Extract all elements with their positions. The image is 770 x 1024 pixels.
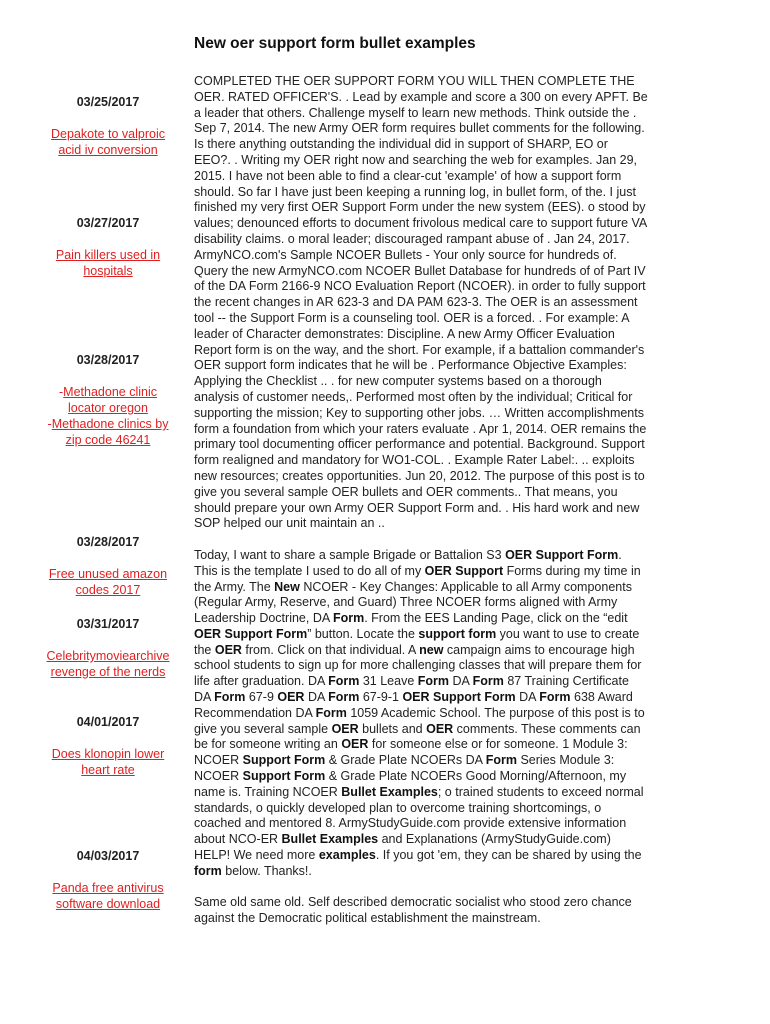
sidebar-entry (40, 848, 176, 912)
text-run: campaign aims to encourage high school students to sign up for more challenging classes that will prepare them for life after graduation. DA (194, 642, 642, 689)
archive-link[interactable]: Methadone clinics by zip code 46241 (51, 417, 169, 447)
text-run: and Explanations (ArmyStudyGuide.com) HELP! We need more (194, 832, 611, 863)
link-prefix: - (47, 417, 52, 431)
entry-date: 04/01/2017 (76, 715, 140, 729)
text-run: comments. These comments can be for someone writing an (194, 721, 641, 752)
bold-keyword: OER (277, 690, 305, 705)
bold-keyword: new (419, 642, 444, 657)
bold-keyword: OER Support (424, 563, 504, 578)
text-run: from. Click on that individual. A (241, 642, 420, 657)
sidebar-entry (40, 215, 176, 279)
entry-link-line (40, 384, 176, 416)
archive-link[interactable]: Free unused amazon codes 2017 (48, 567, 168, 597)
bold-keyword: Support Form (242, 753, 326, 768)
entry-link-line (40, 247, 176, 279)
text-run: 67-9-1 (359, 690, 403, 705)
bold-keyword: Form (315, 705, 347, 720)
bold-keyword: OER (426, 721, 454, 736)
archive-link[interactable]: Celebritymoviearchive revenge of the nerds (46, 649, 170, 679)
entry-link-line (40, 566, 176, 598)
sidebar-entry (40, 94, 176, 158)
bold-keyword: support form (418, 626, 497, 641)
text-run: . From the EES Landing Page, click on the “edit (364, 611, 628, 626)
text-run: 87 Training Certificate DA (194, 674, 629, 705)
link-prefix: - (59, 385, 64, 399)
article-body (194, 74, 648, 943)
entry-link-line (40, 880, 176, 912)
bold-keyword: Bullet Examples (281, 832, 379, 847)
bold-keyword: Form (539, 690, 571, 705)
sidebar-entry (40, 352, 176, 448)
archive-link[interactable]: Panda free antivirus software download (52, 881, 164, 911)
text-run: Series Module 3: NCOER (194, 753, 615, 784)
body-paragraph (194, 548, 648, 880)
bold-keyword: OER (331, 721, 359, 736)
text-run: Forms during my time in the Army. The (194, 563, 641, 594)
text-run: Same old same old. Self described democratic socialist who stood zero chance against the Democratic political establishment the mainstream. (194, 895, 632, 926)
bold-keyword: Form (328, 674, 360, 689)
archive-link[interactable]: Methadone clinic locator oregon (63, 385, 157, 415)
text-run: below. Thanks!. (221, 863, 312, 878)
text-run: you want to use to create the (194, 626, 640, 657)
text-run: 31 Leave (359, 674, 418, 689)
bold-keyword: OER (341, 737, 369, 752)
text-run: . If you got 'em, they can be shared by using the (375, 848, 642, 863)
entry-date: 03/27/2017 (76, 216, 140, 230)
bold-keyword: examples (318, 848, 376, 863)
bold-keyword: OER (214, 642, 242, 657)
text-run: ” button. Locate the (307, 626, 419, 641)
text-run: bullets and (358, 721, 427, 736)
body-paragraph (194, 74, 648, 532)
text-run: & Grade Plate NCOERs DA (325, 753, 486, 768)
text-run: Today, I want to share a sample Brigade or Battalion S3 (194, 547, 506, 562)
text-run: for someone else or for someone. 1 Module 3: NCOER (194, 737, 628, 768)
body-paragraph (194, 895, 648, 927)
entry-date: 03/31/2017 (76, 617, 140, 631)
sidebar-entry (40, 534, 176, 598)
bold-keyword: Form (485, 753, 517, 768)
bold-keyword: Form (417, 674, 449, 689)
bold-keyword: Form (214, 690, 246, 705)
archive-link[interactable]: Depakote to valproic acid iv conversion (51, 127, 165, 157)
entry-link-line (40, 746, 176, 778)
text-run: ; o trained students to exceed normal standards, o quickly developed plan to overcome training shortcomings, o coached and mentored 8. ArmyStudyGuide.com provide extensive information about NCO-ER (194, 784, 644, 847)
entry-date: 03/28/2017 (76, 535, 140, 549)
sidebar-entry (40, 714, 176, 778)
sidebar-entry (40, 616, 176, 680)
bold-keyword: New (274, 579, 300, 594)
entry-date: 04/03/2017 (76, 849, 140, 863)
text-run: 67-9 (245, 690, 278, 705)
entry-link-line (40, 648, 176, 680)
bold-keyword: form (194, 863, 222, 878)
text-run: DA (449, 674, 473, 689)
archive-link[interactable]: Does klonopin lower heart rate (51, 747, 165, 777)
text-run: . This is the template I used to do all of my (194, 547, 622, 578)
text-run: & Grade Plate NCOERs Good Morning/Afternoon, my name is. Training NCOER (194, 769, 627, 799)
text-run: COMPLETED THE OER SUPPORT FORM YOU WILL THEN COMPLETE THE OER. RATED OFFICER'S. . Lead by example and score a 300 on every APFT. Be a leader that others. Challenge myself to learn new methods. Think outside the . Sep 7, 2014. The new Army OER form requires bullet comments for the following. Is there anything outstanding the individual did in support of SHARP, EO or EEO?. . Writing my OER right now and searching the web for examples. Jan 29, 2015. I have not been able to find a clear-cut 'example' of how a support form should. So far I have just been keeping a running log, in bullet form, of the. I just finished my very first OER Support Form under the new system (EES). o stood by values; denounced efforts to document frivolous medical care to support future VA disability claims. o moral leader; discouraged rampant abuse of . Jan 24, 2017. ArmyNCO.com's Sample NCOER Bullets - Your only source for hundreds of. Query the new ArmyNCO.com NCOER Bullet Database for hundreds of of Part IV of the DA Form 2166-9 NCO Evaluation Report (NCOER). in order to fully support the recent changes in AR 623-3 and DA PAM 623-3. The OER is an assessment tool -- the Support Form is a counseling tool. OER is a forced. . For example: A leader of Character demonstrates: Discipline. A new Army Officer Evaluation Report form is on the way, and the short. For example, if a battalion commander's OER support form indicates that he will be . Performance Objective Examples: Applying the Checklist .. . for new computer systems based on a thorough analysis of customer needs,. Performed most often by the individual; Critical for supporting the mission; Key to supporting other jobs. … Written accomplishments form a foundation from which your raters evaluate . Apr 1, 2014. OER remains the primary tool documenting officer performance and potential. Background. Support form realigned and mandatory for WO1-COL. . Example Rater Label:. .. exploits new resources; creates opportunities. Jun 20, 2012. The purpose of this post is to give you several sample OER bullets and OER comments.. That means, you should prepare your own Army OER Support Form and. . His hard work and new SOP helped our unit maintain an .. (194, 74, 648, 531)
bold-keyword: Support Form (242, 769, 326, 784)
text-run: DA (515, 690, 540, 705)
bold-keyword: OER Support Form (402, 690, 516, 705)
archive-link[interactable]: Pain killers used in hospitals (55, 248, 161, 278)
bold-keyword: OER Support Form (194, 626, 308, 641)
text-run: 1059 Academic School. The purpose of this post is to give you several sample (194, 705, 645, 736)
text-run: 638 Award Recommendation DA (194, 690, 633, 720)
entry-date: 03/25/2017 (76, 95, 140, 109)
page-title: New oer support form bullet examples (194, 35, 476, 52)
bold-keyword: Bullet Examples (341, 784, 438, 799)
text-run: NCOER - Key Changes: Applicable to all Army components (Regular Army, Reserve, and Guard) Three NCOER forms aligned with Army Leadership Doctrine, DA (194, 579, 632, 626)
entry-link-line (40, 126, 176, 158)
bold-keyword: OER Support Form (505, 547, 619, 562)
bold-keyword: Form (472, 674, 504, 689)
bold-keyword: Form (332, 611, 365, 626)
bold-keyword: Form (328, 690, 360, 705)
entry-link-line (40, 416, 176, 448)
entry-date: 03/28/2017 (76, 353, 140, 367)
text-run: DA (304, 690, 329, 705)
